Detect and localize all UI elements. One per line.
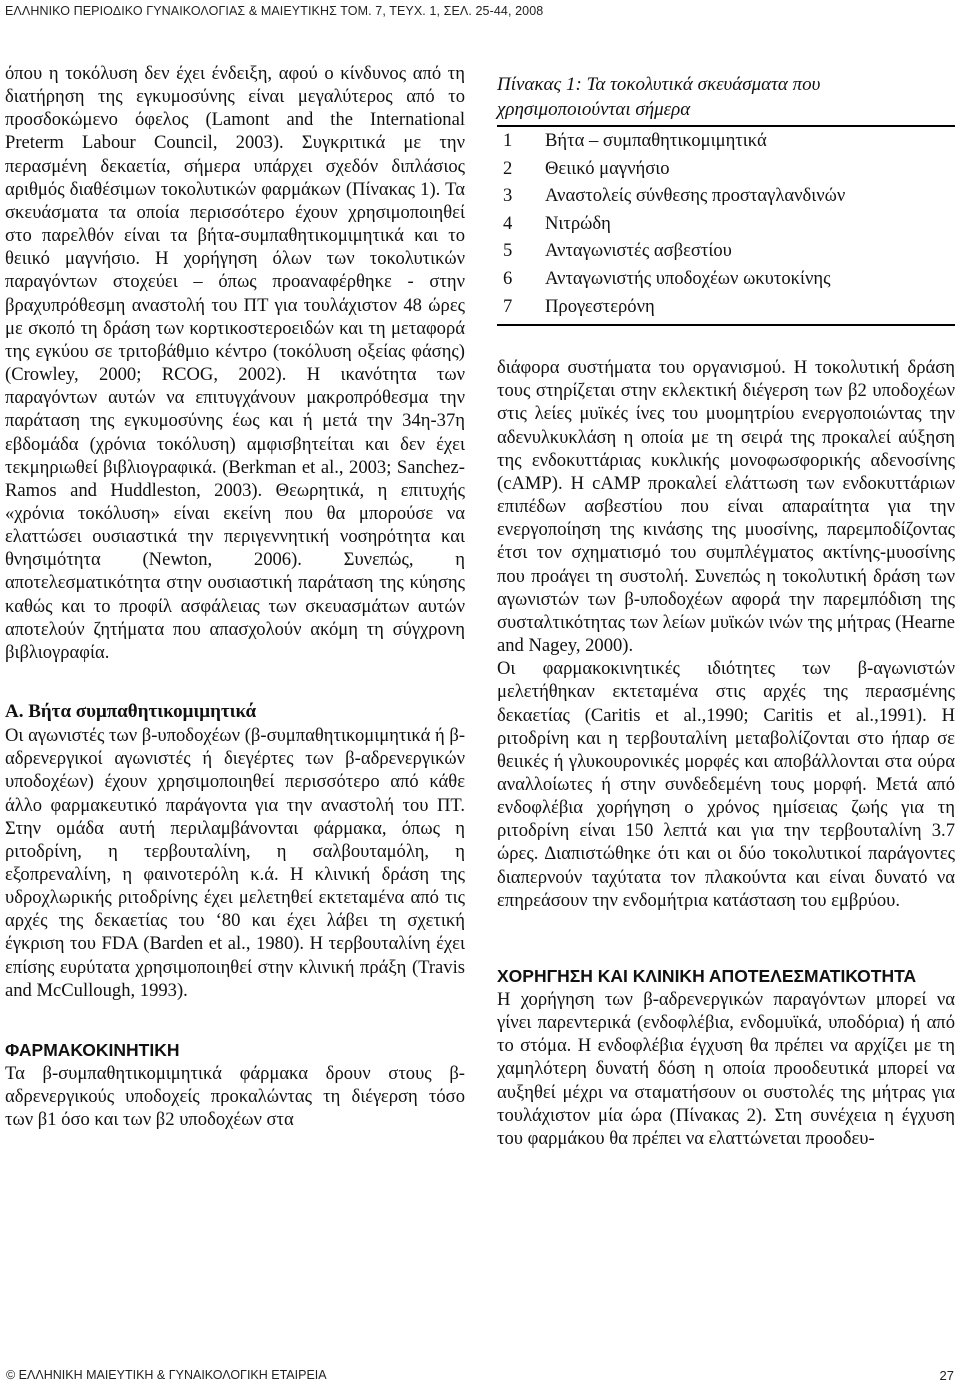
spacer	[497, 912, 955, 964]
table-1	[497, 72, 955, 326]
table-row-text: Ανταγωνιστής υποδοχέων ωκυτοκίνης	[545, 267, 831, 289]
body-paragraph: Η χορήγηση των β-αδρενεργικών παραγόντων μπορεί να γίνει παρεντερικά (ενδοφλέβια, ενδομυϊκά, υποδόρια) ή από το στόμα. Η ενδοφλέβια έγχυση θα πρέπει να αρχίζει με τη χαμηλότερη δυνατή δόση η οποία προοδευτικά μπορεί να αυξηθεί μέχρι να σταματήσουν οι συστολές της μήτρας για τουλάχιστον μία ώρα (Πίνακας 2). Στη συνέχεια η έγχυση του φαρμάκου θα πρέπει να ελαττώνεται προοδευ-	[497, 988, 955, 1149]
table-row	[497, 265, 955, 293]
spacer	[5, 664, 465, 700]
footer-copyright: © ΕΛΛΗΝΙΚΗ ΜΑΙΕΥΤΙΚΗ & ΓΥΝΑΙΚΟΛΟΓΙΚΗ ΕΤΑΙΡΕΙΑ	[6, 1368, 327, 1382]
table-row	[497, 237, 955, 265]
table-row-number: 6	[503, 267, 513, 289]
table-row-number: 5	[503, 240, 513, 262]
table-row-number: 4	[503, 212, 513, 234]
section-heading: Α. Βήτα συμπαθητικομιμητικά	[5, 701, 257, 723]
table-row	[497, 127, 955, 155]
table-caption	[497, 72, 955, 122]
table-caption-label: Πίνακας 1:	[497, 74, 582, 95]
table-row-text: Νιτρώδη	[545, 212, 611, 234]
table-row-text: Προγεστερόνη	[545, 295, 655, 317]
spacer	[5, 1002, 465, 1038]
spacer	[497, 326, 955, 356]
table-row-text: Ανταγωνιστές ασβεστίου	[545, 240, 732, 262]
body-paragraph: Οι αγωνιστές των β-υποδοχέων (β-συμπαθητικομιμητικά ή β-αδρενεργικοί αγωνιστές ή διεγέρτες των β-αδρενεργικών υποδοχέων) έχουν χρησιμοποιηθεί περισσότερο από κάθε άλλο φαρμακευτικό παράγοντα για την αναστολή του ΠΤ. Στην ομάδα αυτή περιλαμβάνονται φάρμακα, όπως η ριτοδρίνη, η τερβουταλίνη, η σαλβουταμόλη, η εξοπρεναλίνη, η φαινοτερόλη κ.ά. Η κλινική δράση της υδροχλωρικής ριτοδρίνης έχει μελετηθεί εκτεταμένα από τις αρχές της δεκαετίας του ‘80 και έχει λάβει τη σχετική έγκριση του FDA (Barden et al., 1980). Η τερβουταλίνη έχει επίσης ευρύτατα χρησιμοποιηθεί στην κλινική πράξη (Travis and McCullough, 1993).	[5, 725, 466, 1001]
table-caption-text: Τα τοκολυτικά σκευάσματα που χρησιμοποιούνται σήμερα	[497, 74, 821, 120]
section-heading: ΧΟΡΗΓΗΣΗ ΚΑΙ ΚΛΙΝΙΚΗ ΑΠΟΤΕΛΕΣΜΑΤΙΚΟΤΗΤΑ	[497, 965, 917, 986]
right-column	[497, 72, 955, 1150]
table-row-number: 2	[503, 157, 513, 179]
table-row-text: Θειικό μαγνήσιο	[545, 157, 670, 179]
table-row	[497, 182, 955, 210]
page-footer	[0, 1364, 960, 1388]
table-row-text: Αναστολείς σύνθεσης προσταγλανδινών	[545, 185, 846, 207]
body-paragraph: Τα β-συμπαθητικομιμητικά φάρμακα δρουν στους β-αδρενεργικούς υποδοχείς προκαλώντας τη διέγερση τόσο των β1 όσο και των β2 υποδοχέων στα	[5, 1062, 465, 1131]
table-row-number: 3	[503, 185, 513, 207]
body-paragraph: Οι φαρμακοκινητικές ιδιότητες των β-αγωνιστών μελετήθηκαν εκτεταμένα στις αρχές της περασμένης δεκαετίας (Caritis et al.,1990; Caritis et al.,1991). Η ριτοδρίνη και η τερβουταλίνη μεταβολίζονται στο ήπαρ σε θειικές ή γλυκουρονικές μορφές και αποβάλλονται στα ούρα αναλλοίωτες ή στην συνδεδεμένη τους μορφή. Μετά από ενδοφλέβια χορήγηση ο χρόνος ημίσειας ζωής για τη ριτοδρίνη είναι 150 λεπτά και για την τερβουταλίνη 3.7 ώρες. Διαπιστώθηκε ότι και οι δύο τοκολυτικοί παράγοντες διαπερνούν ταχύτατα τον πλακούντα και είναι δυνατό να επηρεάσουν την ενδομήτρια κατάσταση του εμβρύου.	[497, 658, 955, 911]
page-number: 27	[939, 1368, 954, 1383]
table-row-text: Βήτα – συμπαθητικομιμητικά	[545, 130, 767, 151]
body-paragraph: όπου η τοκόλυση δεν έχει ένδειξη, αφού ο κίνδυνος από τη διατήρηση της εγκυμοσύνης είναι μεγαλύτερος από το προσδοκώμενο όφελος (Lamont and the International Preterm Labour Council, 2003). Συγκριτικά με την περασμένη δεκαετία, σήμερα υπάρχει σχεδόν διπλάσιος αριθμός διαθέσιμων τοκολυτικών φαρμάκων (Πίνακας 1). Τα σκευάσματα τα οποία περισσότερο έχουν χρησιμοποιηθεί στο παρελθόν είναι τα βήτα-συμπαθητικομιμητικά και το θειικό μαγνήσιο. Η χορήγηση όλων των τοκολυτικών παραγόντων στοχεύει – όπως προαναφέρθηκε - στην βραχυπρόθεσμη αναστολή του ΠΤ για τουλάχιστον 48 ώρες με σκοπό τη δράση των κορτικοστεροειδών και τη μεταφορά της εγκύου σε τριτοβάθμιο κέντρο (τοκόλυση οξείας φάσης) (Crowley, 2000; RCOG, 2002). Η ικανότητα των παραγόντων αυτών να επιτυγχάνουν μακροπρόθεσμα την παράταση της εγκυμοσύνης έως και ή μετά την 34η-37η εβδομάδα (χρόνια τοκόλυση) αμφισβητείται και δεν έχει τεκμηριωθεί βιβλιογραφικά. (Berkman et al., 2003; Sanchez-Ramos and Huddleston, 2003). Θεωρητικά, η επιτυχής «χρόνια τοκόλυση» είναι εκείνη που θα μπορούσε να ελαττώσει ουσιαστικά την περιγεννητική νοσηρότητα και θνησιμότητα (Newton, 2006). Συνεπώς, η αποτελεσματικότητα στην ουσιαστική παράταση της κύησης καθώς και το προφίλ ασφάλειας των σκευασμάτων αυτών αποτελούν ζητήματα που απασχολούν ακόμη τη σύγχρονη βιβλιογραφία.	[5, 63, 465, 663]
table-row	[497, 293, 955, 321]
section-heading: ΦΑΡΜΑΚΟΚΙΝΗΤΙΚΗ	[5, 1039, 180, 1060]
left-column	[5, 62, 465, 1131]
table-row-number: 1	[503, 130, 513, 151]
body-paragraph: διάφορα συστήματα του οργανισμού. Η τοκολυτική δράση τους στηρίζεται στην εκλεκτική διέγερση των β2 υποδοχέων στις λείες μυϊκές ίνες του μυομητρίου ενεργοποιώντας την αδενυλκυκλάση η οποία με τη σειρά της προκαλεί αύξηση της ενδοκυττάριας κυκλικής μονοφωσφορικής αδενοσίνης (cAMP). Η cAMP προκαλεί ελάττωση των ενδοκυττάριων επιπέδων ασβεστίου που είναι απαραίτητα για την ενεργοποίηση της κινάσης της μυοσίνης, παρεμποδίζοντας έτσι τον σχηματισμό του συμπλέγματος ακτίνης-μυοσίνης που προάγει τη συστολή. Συνεπώς η τοκολυτική δράση των αγωνιστών των β-υποδοχέων αφορά την παρεμπόδιση της συσταλτικότητας των λείων μυϊκών ινών της μήτρας (Hearne and Nagey, 2000).	[497, 357, 955, 657]
table-body	[497, 127, 955, 320]
table-row	[497, 210, 955, 238]
table-row	[497, 155, 955, 183]
running-head: ΕΛΛΗΝΙΚΟ ΠΕΡΙΟΔΙΚΟ ΓΥΝΑΙΚΟΛΟΓΙΑΣ & ΜΑΙΕΥΤΙΚΗΣ ΤΟΜ. 7, ΤΕΥΧ. 1, ΣΕΛ. 25-44, 2008	[5, 4, 544, 18]
table-row-number: 7	[503, 295, 513, 317]
